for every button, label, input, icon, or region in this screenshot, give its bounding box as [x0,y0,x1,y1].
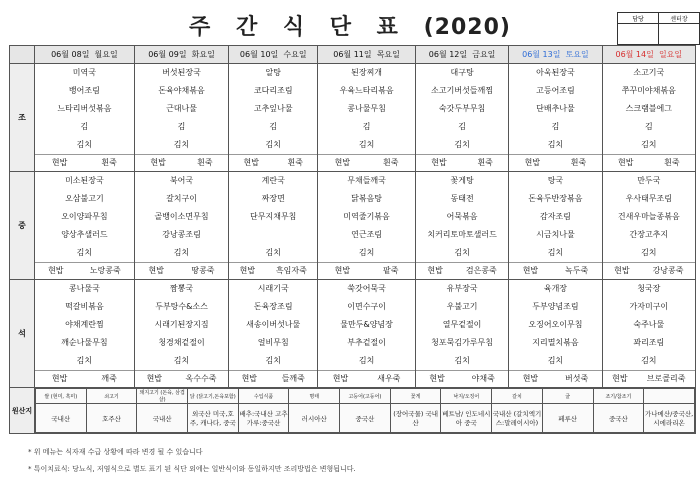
menu-item: 오이양파무침 [61,212,108,221]
origin-header: 수입식품 [238,389,289,404]
menu-item: 김치 [76,140,93,149]
menu-item: 지리멸치볶음 [532,338,579,347]
meal-row [10,64,696,172]
menu-item: 콩나물국 [68,284,100,293]
menu-item: 김 [362,122,371,131]
origin-header-row [35,389,694,404]
menu-item: 알탕 [265,68,281,77]
menu-item: 떡갈비볶음 [65,302,104,311]
menu-item: 시래기된장지짐 [154,320,209,329]
menu-item: 스크램블에그 [625,104,672,113]
porridge-item: 브로콜리죽 [646,374,686,383]
day-header [229,46,318,64]
note-line: * 특이치료식: 당뇨식, 저염식으로 별도 표기 된 식단 외에는 일반식이와 동일하지만 조리방법은 변형됩니다. [28,465,356,473]
menu-item: 닭볶음탕 [351,194,383,203]
menu-item: 동태전 [450,194,474,203]
menu-item: 돈육야채볶음 [158,86,205,95]
origin-header: 낙지/오징어 [441,389,492,404]
rice-item: 현밥 [148,266,164,275]
origin-value: (장어국물) 국내산 [390,404,441,433]
menu-item: 간장고추지 [629,230,669,239]
porridge-item: 땅콩죽 [191,266,215,275]
menu-item: 근대나물 [166,104,197,113]
rice-item: 현밥 [522,266,539,275]
menu-item: 김치 [547,248,564,257]
origin-value: 페루산 [542,404,593,433]
menu-item [229,226,317,244]
meal-cell [509,280,602,388]
rice-item: 현밥 [617,158,634,167]
meal-label: 조 [10,64,35,172]
rice-item: 현밥 [429,374,445,383]
day-weekday: 목요일 [376,50,400,59]
menu-item: 소고기버섯들깨찜 [431,86,493,95]
origin-value: 러시아산 [289,404,340,433]
corner-cell [10,46,35,64]
menu-item: 김치 [454,248,470,257]
origin-header [644,389,695,404]
meal-cell [509,64,602,172]
origin-header: 돼지고기 (돈육, 삼겹살) [137,389,188,404]
meal-label: 석 [10,280,35,388]
day-weekday: 금요일 [472,50,496,59]
menu-item: 김치 [76,356,93,365]
menu-item: 코다리조림 [253,86,293,95]
menu-item: 물만두&양념장 [340,320,393,329]
rice-item: 현밥 [51,158,68,167]
menu-item: 오삼불고기 [65,194,104,203]
menu-item: 야채계란찜 [65,320,104,329]
menu-item: 김 [177,122,186,131]
approval-sign-cell [659,24,700,45]
menu-item: 김 [269,122,278,131]
day-weekday: 월요일 [94,50,118,59]
porridge-item: 흰죽 [383,158,399,167]
rice-item: 현밥 [612,374,628,383]
day-header [509,46,602,64]
menu-item: 오징어오이무침 [528,320,583,329]
day-weekday: 일요일 [658,50,683,59]
meal-cell [229,280,318,388]
menu-item: 김치 [641,140,657,149]
day-header [602,46,695,64]
menu-item: 김치 [173,140,190,149]
menu-item: 숙주나물 [633,320,665,329]
menu-item: 미역줄기볶음 [343,212,390,221]
meal-row [10,280,696,388]
menu-item: 무채들깨국 [347,176,386,185]
menu-item: 돈육장조림 [253,302,293,311]
meal-cell [602,172,695,280]
menu-item: 가자미구이 [629,302,669,311]
approval-sign-cell [618,24,659,45]
meal-cell [229,172,318,280]
porridge-item: 깨죽 [101,374,117,383]
menu-item: 김치 [265,356,281,365]
menu-item: 연근조림 [351,230,383,239]
origin-value-row [35,404,694,433]
menu-item: 치커리토마토샐러드 [427,230,497,239]
menu-item: 양상추샐러드 [61,230,108,239]
porridge-item: 녹두죽 [565,266,589,275]
porridge-item: 흰죽 [570,158,587,167]
menu-item: 고추잎나물 [253,104,293,113]
porridge-item: 강낭콩죽 [652,266,684,275]
meal-cell [415,64,508,172]
origin-value: 국내산 [137,404,188,433]
meal-cell [318,280,416,388]
rice-item: 현밥 [241,374,258,383]
porridge-item: 들깨죽 [281,374,305,383]
menu-item: 김치 [358,356,375,365]
menu-item: 이면수구이 [347,302,386,311]
menu-item: 강낭콩조림 [162,230,201,239]
menu-item: 느타리버섯볶음 [57,104,112,113]
origin-header: 닭 (닭고기,돈육포함) [188,389,239,404]
porridge-item: 흰죽 [101,158,117,167]
menu-item: 소고기국 [633,68,665,77]
menu-item: 김 [644,122,653,131]
menu-item: 김치 [76,248,93,257]
rice-item: 현밥 [332,374,349,383]
origin-value: 가나메산/중국산,시에라리온 [644,404,695,433]
menu-item: 아욱된장국 [536,68,575,77]
menu-item: 짜장면 [261,194,285,203]
rice-item: 현밥 [243,158,259,167]
weekly-menu-table [9,45,696,434]
menu-item: 돈육두반장볶음 [528,194,583,203]
origin-value: 외국산 미국,호주, 캐나다, 중국 [188,404,239,433]
menu-item: 유부장국 [446,284,478,293]
menu-item: 김 [80,122,89,131]
rice-item: 현밥 [614,266,630,275]
menu-item: 김치 [547,356,564,365]
menu-item: 우육느타리볶음 [339,86,394,95]
rice-item: 현밥 [334,158,351,167]
day-date: 06월 12일 [428,50,468,59]
meal-cell [34,280,134,388]
menu-item: 김 [458,122,466,131]
menu-item: 김 [551,122,560,131]
menu-item: 단무지채무침 [250,212,297,221]
menu-item: 대구탕 [450,68,474,77]
day-header [34,46,134,64]
meal-cell [509,172,602,280]
rice-item: 현밥 [239,266,256,275]
origin-value: 국내산 (갈치엑기스:말레이시아) [492,404,543,433]
day-date: 06월 08일 [51,50,90,59]
menu-item: 열무겉절이 [442,320,482,329]
origin-value: 베트남/ 인도네시아 중국 [441,404,492,433]
day-date: 06월 11일 [333,50,372,59]
origin-header: 쌀 (현미, 흑미) [35,389,86,404]
day-date: 06월 13일 [522,50,561,59]
porridge-item: 노랑콩죽 [89,266,121,275]
rice-item: 현밥 [48,266,64,275]
day-header-row [10,46,696,64]
menu-item: 꽈리조림 [633,338,665,347]
day-weekday: 수요일 [283,50,307,59]
origin-value: 호주산 [86,404,137,433]
day-date: 06월 14일 [615,50,654,59]
menu-item: 김치 [358,140,375,149]
origin-value: 중국산 [593,404,644,433]
rice-item: 현밥 [524,158,541,167]
porridge-item: 새우죽 [377,374,401,383]
menu-item: 북어국 [169,176,194,185]
meal-cell [318,64,416,172]
day-header [134,46,228,64]
porridge-item: 흰죽 [664,158,680,167]
porridge-item: 흰죽 [197,158,213,167]
origin-header: 갈치 [492,389,543,404]
porridge-item: 흰죽 [287,158,303,167]
menu-item: 두부탕수&소스 [155,302,208,311]
origin-header: 꽃게 [390,389,441,404]
menu-item: 꽃게탕 [450,176,474,185]
meal-cell [34,64,134,172]
menu-item: 쑥갓어묵국 [347,284,386,293]
menu-item: 김치 [547,140,564,149]
menu-item: 두부양념조림 [532,302,579,311]
menu-item: 된장찌개 [351,68,383,77]
menu-item: 김치 [358,248,375,257]
menu-item: 김치 [641,248,657,257]
menu-item: 미역국 [72,68,96,77]
menu-item: 콩나물무침 [347,104,386,113]
menu-item: 깨순나물무침 [61,338,108,347]
day-date: 06월 10일 [239,50,279,59]
day-weekday: 화요일 [191,50,215,59]
menu-item: 계란국 [261,176,285,185]
menu-item: 뱅어조림 [68,86,100,95]
note-line: * 위 메뉴는 식자재 수급 상황에 따라 변경 될 수 있습니다 [28,448,203,456]
origin-header: 굴 [542,389,593,404]
porridge-item: 검은콩죽 [465,266,497,275]
origin-header: 명태 [289,389,340,404]
menu-item: 갈치구이 [166,194,197,203]
menu-item: 청경채겉절이 [158,338,205,347]
origin-row [10,388,696,434]
menu-item: 청국장 [637,284,661,293]
menu-item: 김치 [641,356,657,365]
menu-item: 짬뽕국 [169,284,194,293]
porridge-item: 흑임자죽 [275,266,307,275]
page-title [0,10,700,41]
menu-item: 만두국 [637,176,661,185]
approval-label: 담당 [618,13,659,24]
menu-item: 시금치나물 [536,230,575,239]
menu-item: 미소된장국 [65,176,104,185]
meal-cell [602,64,695,172]
menu-item: 골뱅이소면무침 [154,212,209,221]
meal-cell [134,64,228,172]
meal-cell [34,172,134,280]
menu-item: 우불고기 [446,302,478,311]
origin-value: 국내산 [35,404,86,433]
menu-item: 김치 [265,140,281,149]
menu-item: 버섯된장국 [162,68,201,77]
menu-item: 단배추나물 [536,104,575,113]
menu-item: 시래기국 [257,284,289,293]
rice-item: 현밥 [427,266,443,275]
day-header [318,46,416,64]
origin-value: 중국산 [340,404,391,433]
title-year: (2020) [423,15,511,40]
menu-item: 쭈꾸미야채볶음 [621,86,676,95]
menu-item: 김치 [454,356,470,365]
menu-item: 김치 [173,248,190,257]
origin-header: 쇠고기 [86,389,137,404]
porridge-item: 옥수수죽 [185,374,217,383]
meal-row [10,172,696,280]
menu-item: 김치 [454,140,470,149]
meal-cell [229,64,318,172]
day-date: 06월 09일 [148,50,187,59]
menu-item: 청포묵김가루무침 [431,338,493,347]
menu-item: 김치 [173,356,190,365]
origin-header: 고등어(고등어) [340,389,391,404]
rice-item: 현밥 [146,374,163,383]
notes [28,444,356,478]
rice-item: 현밥 [431,158,447,167]
menu-item: 얼비무침 [257,338,289,347]
menu-item: 탕국 [547,176,564,185]
menu-item: 건새우마늘종볶음 [617,212,680,221]
origin-label: 원산지 [10,388,35,434]
menu-item: 육개장 [543,284,568,293]
origin-value: 배추:국내산 고추가루:중국산 [238,404,289,433]
porridge-item: 팥죽 [383,266,399,275]
menu-item: 우사태무조림 [625,194,672,203]
menu-item: 고등어조림 [536,86,575,95]
day-header [415,46,508,64]
approval-label: 센터장 [659,13,700,24]
meal-cell [134,172,228,280]
meal-cell [415,172,508,280]
meal-label: 중 [10,172,35,280]
day-weekday: 토요일 [565,50,589,59]
menu-item: 어묵볶음 [446,212,478,221]
title-text: 주 간 식 단 표 [189,15,407,40]
menu-item: 부추겉절이 [347,338,386,347]
rice-item: 현밥 [51,374,68,383]
origin-header: 조기/참조기 [593,389,644,404]
menu-item: 숙갓두부무침 [438,104,486,113]
menu-item: 김치 [265,248,281,257]
rice-item: 현밥 [522,374,539,383]
meal-cell [602,280,695,388]
origin-table [35,388,695,433]
porridge-item: 야채죽 [471,374,495,383]
menu-item: 새송이버섯나물 [246,320,301,329]
approval-box [617,12,700,45]
porridge-item: 흰죽 [477,158,493,167]
porridge-item: 버섯죽 [565,374,589,383]
meal-cell [134,280,228,388]
meal-cell [415,280,508,388]
rice-item: 현밥 [334,266,351,275]
meal-cell [318,172,416,280]
menu-item: 감자조림 [539,212,571,221]
rice-item: 현밥 [150,158,166,167]
